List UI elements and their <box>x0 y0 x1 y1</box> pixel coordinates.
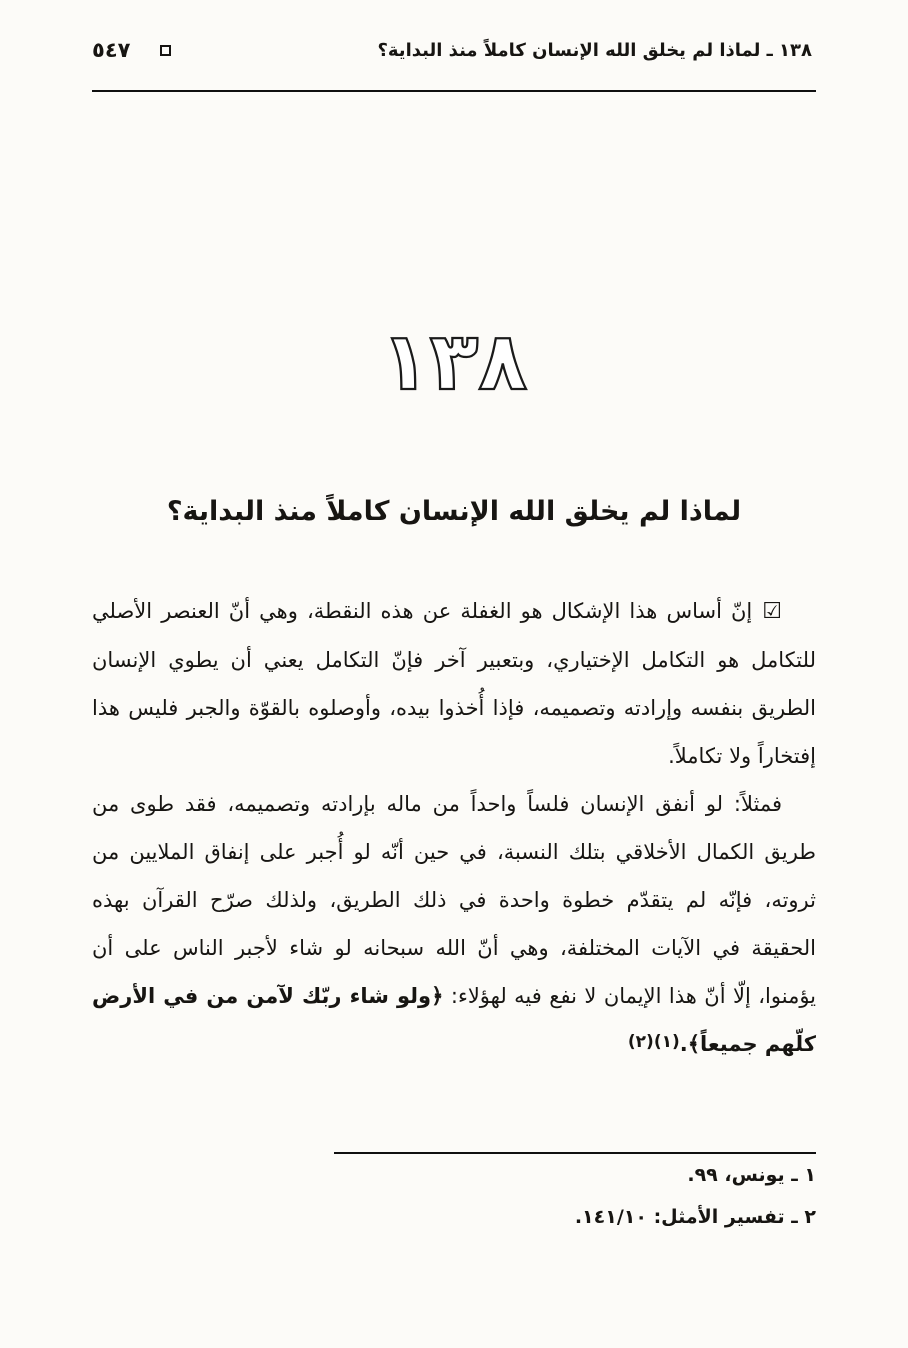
paragraph-2 <box>92 780 816 1070</box>
square-bullet-icon <box>160 45 171 56</box>
running-header-row <box>92 38 816 62</box>
paragraph-2-text: فمثلاً: لو أنفق الإنسان فلساً واحداً من ماله بإرادته وتصميمه، فقد طوى من طريق الكمال الأخلاقي بتلك النسبة، في حين أنّه لو أُجبر على إنفاق الملايين من ثروته، فإنّه لم يتقدّم خطوة واحدة في ذلك الطريق، ولذلك صرّح القرآن بهذه الحقيقة في الآيات المختلفة، وهي أنّ الله سبحانه لو شاء لأجبر الناس على أن يؤمنوا، إلّا أنّ هذا الإيمان لا نفع فيه لهؤلاء: <box>92 792 817 1008</box>
footnote-2: ٢ ـ تفسير الأمثل: ١٤١/١٠. <box>574 1206 816 1228</box>
header-rule <box>92 90 816 92</box>
footnote-1: ١ ـ يونس، ٩٩. <box>687 1164 816 1186</box>
chapter-title: لماذا لم يخلق الله الإنسان كاملاً منذ البداية؟ <box>166 496 742 527</box>
footnotes-section <box>92 1152 816 1238</box>
quran-quote: ﴿ولو شاء ربّك لآمن من في الأرض كلّهم جميعاً﴾. <box>92 984 816 1056</box>
footnote-references: (١)(٢) <box>627 1032 680 1052</box>
body-text <box>92 587 816 1070</box>
chapter-number: ١٣٨ <box>380 315 528 408</box>
paragraph-1 <box>92 587 816 780</box>
page-header <box>92 38 816 92</box>
page-number: ٥٤٧ <box>92 38 131 62</box>
paragraph-1-text: إنّ أساس هذا الإشكال هو الغفلة عن هذه النقطة، وهي أنّ العنصر الأصلي للتكامل هو التكامل الإختياري، وبتعبير آخر فإنّ التكامل يعني أن يطوي الإنسان الطريق بنفسه وإرادته وتصميمه، فإذا أُخذوا بيده، وأوصلوه بالقوّة والجبر فليس هذا إفتخاراً ولا تكاملاً. <box>92 599 816 768</box>
checked-box-icon: ☑ <box>762 599 782 624</box>
running-header-title: ١٣٨ ـ لماذا لم يخلق الله الإنسان كاملاً منذ البداية؟ <box>377 39 812 61</box>
